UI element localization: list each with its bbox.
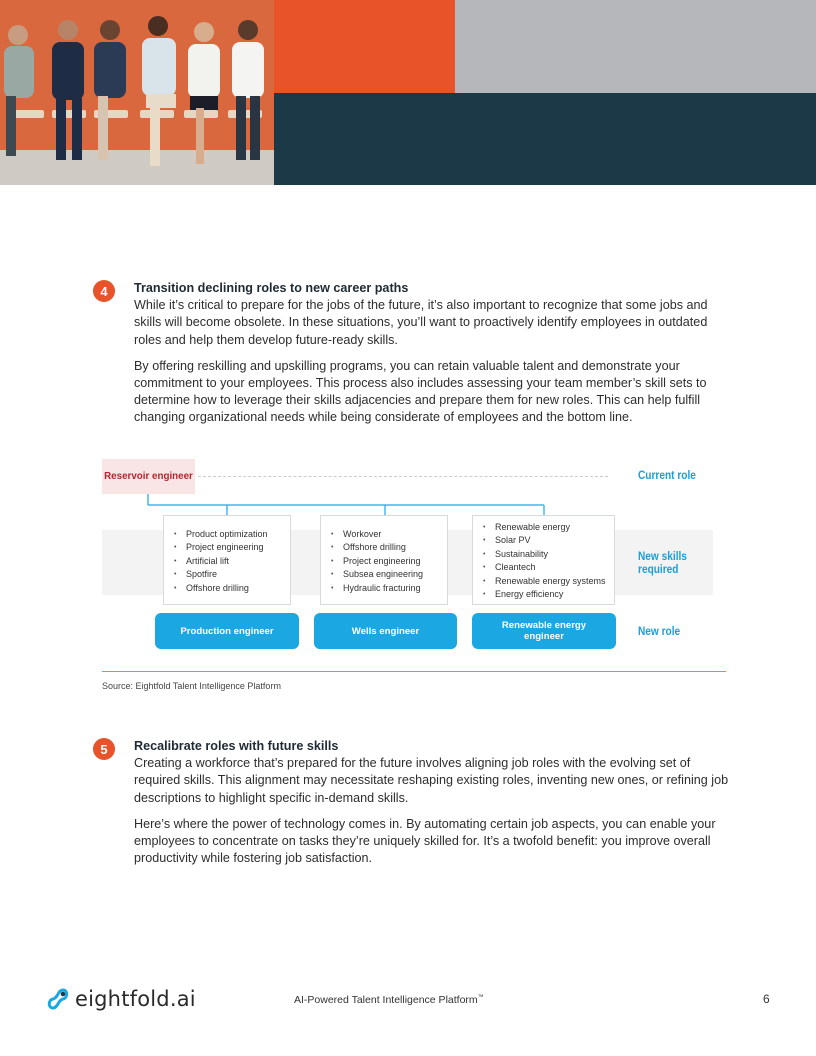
skill-item: • Solar PV xyxy=(483,534,608,547)
current-role-box: Reservoir engineer xyxy=(102,459,195,494)
skill-item: • Offshore drilling xyxy=(331,541,441,554)
diagram-source-note: Source: Eightfold Talent Intelligence Platform xyxy=(102,681,281,691)
new-role-wells-engineer: Wells engineer xyxy=(314,613,457,649)
section-paragraph: By offering reskilling and upskilling programs, you can retain valuable talent and demonstrate your commitment to your employees. This process also includes assessing your team member’s skill sets to determine how to leverage their skills adjacencies and prepare them for new roles. This can help fulfill changing organizational needs while being considerate of employees and the bottom line. xyxy=(134,358,707,425)
skill-item: • Renewable energy xyxy=(483,521,608,534)
trademark-symbol: ™ xyxy=(477,994,484,1001)
new-role-production-engineer: Production engineer xyxy=(155,613,299,649)
skill-item: • Subsea engineering xyxy=(331,568,441,581)
skill-item: • Hydraulic fracturing xyxy=(331,582,441,595)
skills-card-wells xyxy=(320,515,448,605)
skills-card-renewable xyxy=(472,515,615,605)
section-number-badge: 5 xyxy=(93,738,115,760)
section-paragraph: Here’s where the power of technology comes in. By automating certain job aspects, you can enable your employees to concentrate on tasks they’re uniquely skilled for. It’s a twofold benefit: you improve overall productivity while fostering job satisfaction. xyxy=(134,816,716,866)
skill-item: • Workover xyxy=(331,528,441,541)
section-number-badge: 4 xyxy=(93,280,115,302)
page-number: 6 xyxy=(763,992,770,1006)
eightfold-infinity-logo-icon xyxy=(46,986,70,1012)
new-role-renewable-energy-engineer: Renewable energy engineer xyxy=(472,613,616,649)
skill-item: • Renewable energy systems xyxy=(483,575,608,588)
section-5 xyxy=(93,738,733,867)
logo-wordmark: eightfold.ai xyxy=(75,987,196,1011)
label-new-skills-required: New skills required xyxy=(638,551,687,576)
skill-item: • Project engineering xyxy=(331,555,441,568)
label-current-role: Current role xyxy=(638,470,696,482)
footer-tagline xyxy=(294,994,484,1006)
skill-item: • Offshore drilling xyxy=(174,582,284,595)
skills-card-production xyxy=(163,515,291,605)
skill-item: • Sustainability xyxy=(483,548,608,561)
label-new-role: New role xyxy=(638,626,681,638)
skill-item: • Energy efficiency xyxy=(483,588,608,601)
skill-item: • Cleantech xyxy=(483,561,608,574)
eightfold-logo xyxy=(46,986,196,1012)
skill-item: • Project engineering xyxy=(174,541,284,554)
diagram-bottom-rule xyxy=(102,671,726,672)
section-title: Recalibrate roles with future skills xyxy=(134,739,339,753)
section-paragraph: While it’s critical to prepare for the jobs of the future, it’s also important to recognize that some jobs and skills will become obsolete. In these situations, you’ll want to proactively identify employees in outdated roles and help them develop future-ready skills. xyxy=(134,298,708,347)
section-paragraph: Creating a workforce that’s prepared for the future involves aligning job roles with the evolving set of required skills. This alignment may necessitate reshaping existing roles, inventing new ones, or refining job descriptions to highlight specific in-demand skills. xyxy=(134,756,729,805)
footer-tagline-text: AI-Powered Talent Intelligence Platform xyxy=(294,994,478,1006)
skill-item: • Product optimization xyxy=(174,528,284,541)
section-title: Transition declining roles to new career paths xyxy=(134,281,409,295)
skill-item: • Artificial lift xyxy=(174,555,284,568)
skill-item: • Spotfire xyxy=(174,568,284,581)
